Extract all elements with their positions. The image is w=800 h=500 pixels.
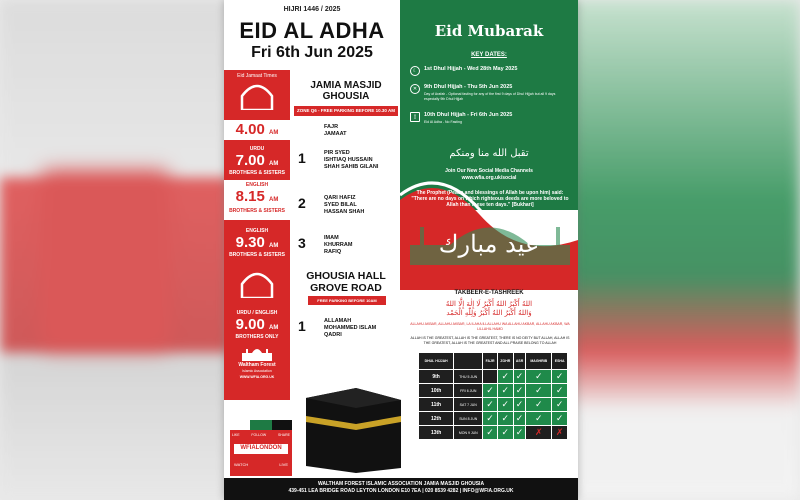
like-label[interactable]: LIKE	[232, 433, 240, 437]
check-mark-icon: ✓	[497, 384, 513, 398]
poster-date: Fri 6th Jun 2025	[251, 44, 373, 61]
social-channels	[400, 168, 578, 182]
check-mark-icon: ✓	[483, 384, 498, 398]
cross-mark-icon: ✗	[552, 426, 568, 440]
moon-icon: ☾	[410, 66, 420, 76]
background-left-blur	[0, 0, 230, 500]
poster-title: EID AL ADHA	[239, 18, 385, 43]
key-date-text: 1st Dhul Hijjah - Wed 28th May 2025	[424, 66, 518, 72]
imam-names: IMAM KHURRAM RAFIQ	[324, 235, 353, 255]
check-mark-icon: ✓	[526, 412, 552, 426]
hall-parking-zone: FREE PARKING BEFORE 10AM	[308, 296, 386, 305]
share-label[interactable]: SHARE	[277, 433, 290, 437]
time-slot-3	[224, 180, 290, 220]
grid-row	[419, 412, 568, 426]
check-mark-icon: ✓	[497, 426, 513, 440]
check-mark-icon: ✓	[513, 384, 526, 398]
time-unit: AM	[269, 325, 279, 331]
org-sub: Islamic Association	[242, 369, 272, 373]
live-label[interactable]: LIVE	[279, 462, 288, 467]
grid-row	[419, 370, 568, 384]
masjid-parking-zone: ZONE Q6 - FREE PARKING BEFORE 10.30 AM	[294, 106, 398, 116]
grid-header: DHUL HIJJAH	[419, 353, 454, 370]
cross-mark-icon: ✗	[526, 426, 552, 440]
grid-date: THU 5 JUN	[454, 370, 483, 384]
masjid-name-line2: GHOUSIA	[322, 91, 370, 102]
time-unit: AM	[269, 243, 279, 249]
org-logo-text	[224, 362, 290, 380]
row-number: 2	[298, 195, 306, 211]
check-mark-icon: ✓	[552, 370, 568, 384]
check-mark-icon: ✓	[513, 412, 526, 426]
grid-header: ZOHR	[497, 353, 513, 370]
grid-row	[419, 384, 568, 398]
hadith-quote: The Prophet (Peace and blessings of Allah be upon him) said: "There are no days on which righteous deeds are more beloved to Allah than these ten days." [Bukhari]	[411, 190, 569, 208]
key-date-sub: Day of Arafah - Optional fasting for any of the first 9 days of Dhul Hijjah but all 9 days especially 9th Dhul Hijjah	[424, 92, 556, 101]
imam-names: FAJR JAMAAT	[324, 124, 347, 137]
eid-mubarak-heading: Eid Mubarak	[434, 22, 544, 40]
key-date-sub: Eid Al Adha - No Fasting	[424, 120, 462, 124]
masjid-name-line1: JAMIA MASJID	[310, 80, 382, 91]
time-value: 9.00	[235, 316, 265, 333]
time-sub: BROTHERS & SISTERS	[229, 208, 285, 214]
time-sub: BROTHERS & SISTERS	[229, 170, 285, 176]
footer-contact: 439-451 LEA BRIDGE ROAD LEYTON LONDON E10 7EA | 020 8539 4282 | INFO@WFIA.ORG.UK	[288, 488, 514, 494]
check-mark-icon: ✓	[526, 398, 552, 412]
eid-poster	[224, 0, 578, 500]
door-icon: ▯	[410, 112, 420, 122]
imam-row	[294, 235, 398, 265]
check-mark-icon: ✓	[552, 384, 568, 398]
grid-date: SAT 7 JUN	[454, 398, 483, 412]
social-actions	[232, 433, 290, 437]
hijri-year: HIJRI 1446 / 2025	[283, 6, 341, 13]
time-label: ENGLISH	[245, 228, 269, 234]
hall-name-line2: GROVE ROAD	[310, 282, 382, 294]
takbeer-schedule-grid	[418, 352, 568, 440]
check-mark-icon: ✓	[483, 398, 498, 412]
watch-live	[234, 462, 288, 467]
social-handle[interactable]: WFIALONDON	[240, 445, 282, 451]
time-label: URDU	[249, 146, 265, 152]
check-mark-icon: ✓	[483, 426, 498, 440]
check-mark-icon: ✓	[483, 412, 498, 426]
grid-row	[419, 426, 568, 440]
takbeer-heading: TAKBEER-E-TASHREEK	[454, 290, 524, 296]
grid-day: 11th	[419, 398, 454, 412]
kaaba-illustration	[296, 378, 406, 473]
key-dates-heading: KEY DATES:	[471, 52, 507, 58]
time-slot-1	[224, 120, 290, 140]
right-column	[400, 0, 578, 500]
grid-header: ASR	[513, 353, 526, 370]
imam-row	[294, 318, 398, 348]
grid-date: SUN 8 JUN	[454, 412, 483, 426]
background-right-blur	[570, 0, 800, 500]
time-label: URDU / ENGLISH	[236, 310, 278, 316]
empty-cell	[483, 370, 498, 384]
grid-date: FRI 6 JUN	[454, 384, 483, 398]
row-number: 3	[298, 235, 306, 251]
grid-header: FAJR	[483, 353, 498, 370]
footer	[224, 478, 578, 500]
time-unit: AM	[269, 130, 279, 136]
time-sub: BROTHERS ONLY	[235, 334, 279, 340]
row-number: 1	[298, 150, 306, 166]
grid-row	[419, 398, 568, 412]
takbeer-transliteration: ALLAHU AKBAR, ALLAHU AKBAR, LA ILAHA ILLALLAHU WA ALLAHU AKBAR, ALLAHU AKBAR, WA LILLAHIL HAMD	[410, 322, 570, 331]
grid-day: 10th	[419, 384, 454, 398]
grid-header	[454, 353, 483, 370]
hall-name-line1: GHOUSIA HALL	[306, 270, 386, 282]
eid-calligraphy: عيد مبارك	[438, 230, 540, 258]
org-url: WWW.WFIA.ORG.UK	[239, 375, 275, 379]
org-name: Waltham Forest	[238, 362, 276, 368]
check-mark-icon: ✓	[497, 412, 513, 426]
grid-header-row	[419, 353, 568, 370]
grid-day: 9th	[419, 370, 454, 384]
time-value: 4.00	[235, 121, 265, 138]
imam-row	[294, 195, 398, 225]
mosque-skyline-icon	[242, 345, 272, 361]
mosque-arch-icon	[240, 268, 274, 298]
time-value: 9.30	[235, 234, 265, 251]
fasting-icon: ✕	[410, 84, 420, 94]
check-mark-icon: ✓	[497, 398, 513, 412]
check-mark-icon: ✓	[513, 398, 526, 412]
check-mark-icon: ✓	[497, 370, 513, 384]
social-link[interactable]: www.wfia.org.uk/social	[461, 175, 517, 181]
check-mark-icon: ✓	[552, 398, 568, 412]
check-mark-icon: ✓	[552, 412, 568, 426]
watch-label[interactable]: WATCH	[234, 462, 249, 467]
follow-label[interactable]: FOLLOW	[251, 433, 267, 437]
key-date-text: 9th Dhul Hijjah - Thu 5th Jun 2025	[424, 84, 513, 90]
takbeer-arabic: اللهُ أَكْبَرُ اللهُ أَكْبَرُ لَا إِلٰهَ إِلَّا اللهُ وَاللهُ أَكْبَرُ اللهُ أَكْبَرُ وَلِلّٰهِ الْحَمْد	[445, 300, 533, 317]
time-value: 7.00	[235, 152, 265, 169]
check-mark-icon: ✓	[526, 370, 552, 384]
takbeer-translation: ALLAH IS THE GREATEST, ALLAH IS THE GREATEST, THERE IS NO DEITY BUT ALLAH, ALLAH IS THE GREATEST, ALLAH IS THE GREATEST AND ALL PRAISE BELONG TO ALLAH	[410, 336, 570, 345]
mosque-arch-icon	[240, 80, 274, 110]
check-mark-icon: ✓	[526, 384, 552, 398]
check-mark-icon: ✓	[513, 370, 526, 384]
imam-names: PIR SYED ISHTIAQ HUSSAIN SHAH SAHIB GILANI	[324, 150, 379, 170]
left-column	[224, 0, 400, 500]
grid-date: MON 9 JUN	[454, 426, 483, 440]
grid-day: 12th	[419, 412, 454, 426]
time-value: 8.15	[235, 188, 265, 205]
imam-names: ALLAMAH MOHAMMED ISLAM QADRI	[324, 318, 377, 338]
time-label: ENGLISH	[245, 182, 269, 188]
imam-names: QARI HAFIZ SYED BILAL HASSAN SHAH	[324, 195, 365, 215]
check-mark-icon: ✓	[513, 426, 526, 440]
footer-org: WALTHAM FOREST ISLAMIC ASSOCIATION JAMIA MASJID GHOUSIA	[317, 481, 485, 487]
time-unit: AM	[269, 161, 279, 167]
hall-name	[294, 270, 398, 294]
arabic-dua: تقبل الله منا ومنكم	[449, 148, 529, 159]
time-unit: AM	[269, 197, 279, 203]
key-date-text: 10th Dhul Hijjah - Fri 6th Jun 2025	[424, 112, 513, 118]
social-line1: Join Our New Social Media Channels	[445, 168, 533, 174]
row-number: 1	[298, 318, 306, 334]
time-sub: BROTHERS & SISTERS	[229, 252, 285, 258]
times-heading: Eid Jamaat Times	[237, 73, 277, 79]
grid-day: 13th	[419, 426, 454, 440]
grid-header: MAGHRIB	[526, 353, 552, 370]
jamaat-times-panel	[224, 70, 290, 400]
imam-row	[294, 150, 398, 180]
grid-header: ESHA	[552, 353, 568, 370]
masjid-name	[294, 80, 398, 102]
